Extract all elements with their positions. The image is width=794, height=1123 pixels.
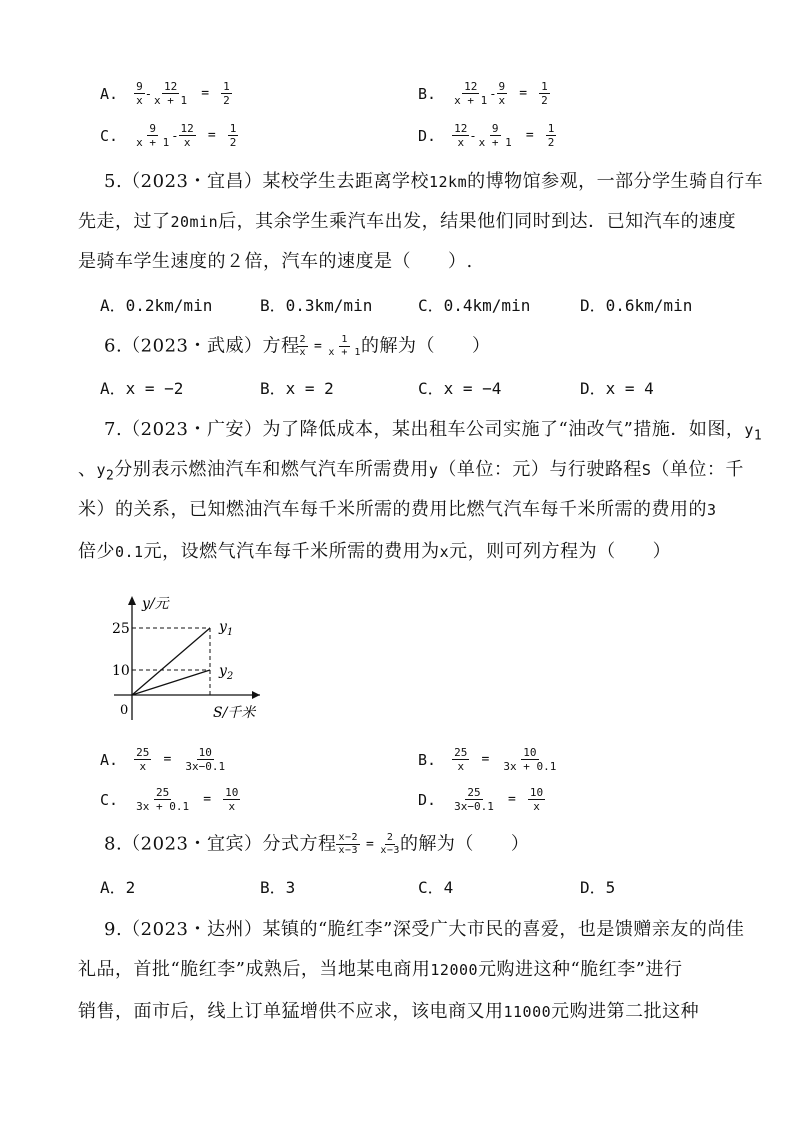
- q7-line-4: 倍少0.1元，设燃气汽车每千米所需的费用为x元，则可列方程为（ ）: [78, 541, 672, 562]
- fraction: $\frac{12}{x + 1}$: [154, 80, 188, 107]
- line-y1: [132, 628, 210, 695]
- q6-option-a[interactable]: A．x = −2: [100, 379, 184, 398]
- fraction: $\frac{10}{x}$: [225, 786, 239, 813]
- y-axis-label: y/元: [142, 596, 169, 612]
- fraction: $\frac{1}{x + 1}$: [328, 334, 361, 358]
- q5-option-b[interactable]: B．0.3km/min: [260, 296, 373, 315]
- fraction: $\frac{10}{3x + 0.1}$: [503, 746, 557, 773]
- q6-option-c[interactable]: C．x = −4: [418, 379, 502, 398]
- q7-line-3: 米）的关系，已知燃油汽车每千米所需的费用比燃气汽车每千米所需的费用的3: [78, 499, 717, 520]
- q4-option-b[interactable]: B. $\frac{12}{x + 1}$ - $\frac{9}{x}$ = $\frac{1}{2}$: [418, 80, 548, 107]
- fraction: $\frac{9}{x + 1}$: [478, 122, 512, 149]
- fraction: $\frac{2}{x}$: [299, 334, 307, 358]
- q9-line-1: 9.（2023・达州）某镇的“脆红李”深受广大市民的喜爱，也是馈赠亲友的尚佳: [104, 919, 745, 940]
- x-axis-arrow-icon: [252, 691, 260, 699]
- fraction: $\frac{25}{x}$: [454, 746, 468, 773]
- fraction: $\frac{12}{x}$: [454, 122, 468, 149]
- origin-label: 0: [120, 703, 129, 718]
- fraction: $\frac{x-2}{x-3}$: [338, 832, 359, 856]
- option-label: D.: [418, 126, 437, 145]
- q5-line-2: 先走，过了20min后，其余学生乘汽车出发，结果他们同时到达．已知汽车的速度: [78, 211, 737, 232]
- y1-label: $y_1$: [219, 619, 234, 638]
- q7-graph: [100, 590, 280, 725]
- fraction: $\frac{10}{3x-0.1}$: [185, 746, 226, 773]
- q4-option-c[interactable]: C. $\frac{9}{x + 1}$ - $\frac{12}{x}$ = $\frac{1}{2}$: [100, 122, 237, 149]
- q7-option-a[interactable]: A. $\frac{25}{x}$ = $\frac{10}{3x-0.1}$: [100, 746, 226, 773]
- fraction: $\frac{12}{x + 1}$: [454, 80, 488, 107]
- fraction: $\frac{9}{x + 1}$: [136, 122, 170, 149]
- q9-line-2: 礼品，首批“脆红李”成熟后，当地某电商用12000元购进这种“脆红李”进行: [78, 959, 683, 980]
- q6-option-b[interactable]: B．x = 2: [260, 379, 334, 398]
- fraction: $\frac{12}{x}$: [180, 122, 194, 149]
- q5-line-3: 是骑车学生速度的２倍，汽车的速度是（ ）.: [78, 251, 473, 272]
- q6-stem: 6.（2023・武威）方程 $\frac{2}{x}$ = $\frac{1}{x + 1}$ 的解为（ ）: [104, 334, 491, 358]
- y-axis-arrow-icon: [128, 596, 136, 605]
- q8-option-d[interactable]: D．5: [580, 878, 616, 897]
- q5-option-c[interactable]: C．0.4km/min: [418, 296, 531, 315]
- q8-option-b[interactable]: B．3: [260, 878, 296, 897]
- line-y2: [132, 670, 210, 695]
- q5-option-a[interactable]: A．0.2km/min: [100, 296, 213, 315]
- fraction: $\frac{1}{2}$: [229, 122, 237, 149]
- q7-option-d[interactable]: D. $\frac{25}{3x-0.1}$ = $\frac{10}{x}$: [418, 786, 544, 813]
- fraction: $\frac{9}{x}$: [136, 80, 143, 107]
- fraction: $\frac{10}{x}$: [529, 786, 544, 813]
- tick-10: 10: [112, 663, 130, 679]
- q4-option-a[interactable]: A. $\frac{9}{x}$ - $\frac{12}{x + 1}$ = $\frac{1}{2}$: [100, 80, 230, 107]
- q5-option-d[interactable]: D．0.6km/min: [580, 296, 693, 315]
- q9-line-3: 销售，面市后，线上订单猛增供不应求，该电商又用11000元购进第二批这种: [78, 1001, 700, 1022]
- x-axis-label: S/千米: [213, 705, 256, 721]
- fraction: $\frac{1}{2}$: [541, 80, 548, 107]
- q7-option-b[interactable]: B. $\frac{25}{x}$ = $\frac{10}{3x + 0.1}$: [418, 746, 557, 773]
- q7-line-2: 、$y_2$分别表示燃油汽车和燃气汽车所需费用y（单位：元）与行驶路程S（单位：千: [78, 459, 744, 484]
- fraction: $\frac{9}{x}$: [498, 80, 506, 107]
- fraction: $\frac{25}{3x-0.1}$: [454, 786, 494, 813]
- q5-line-1: 5.（2023・宜昌）某校学生去距离学校12km的博物馆参观，一部分学生骑自行车: [104, 171, 764, 192]
- fraction: $\frac{25}{x}$: [136, 746, 150, 773]
- fraction: $\frac{1}{2}$: [223, 80, 230, 107]
- q7-line-1: 7.（2023・广安）为了降低成本，某出租车公司实施了“油改气”措施．如图，$y_1$: [104, 419, 763, 444]
- q8-option-a[interactable]: A．2: [100, 878, 136, 897]
- q8-option-c[interactable]: C．4: [418, 878, 454, 897]
- q7-option-c[interactable]: C. $\frac{25}{3x + 0.1}$ = $\frac{10}{x}$: [100, 786, 239, 813]
- fraction: $\frac{2}{x-3}$: [380, 832, 400, 856]
- tick-25: 25: [112, 621, 130, 637]
- fraction: $\frac{1}{2}$: [547, 122, 555, 149]
- q6-option-d[interactable]: D．x = 4: [580, 379, 654, 398]
- q8-stem: 8.（2023・宜宾）分式方程 $\frac{x-2}{x-3}$ = $\frac{2}{x-3}$ 的解为（ ）: [104, 832, 530, 856]
- option-label: A.: [100, 84, 119, 103]
- y2-label: $y_2$: [219, 663, 234, 682]
- option-label: B.: [418, 84, 437, 103]
- q4-option-d[interactable]: D. $\frac{12}{x}$ - $\frac{9}{x + 1}$ = $\frac{1}{2}$: [418, 122, 555, 149]
- fraction: $\frac{25}{3x + 0.1}$: [136, 786, 190, 813]
- option-label: C.: [100, 126, 119, 145]
